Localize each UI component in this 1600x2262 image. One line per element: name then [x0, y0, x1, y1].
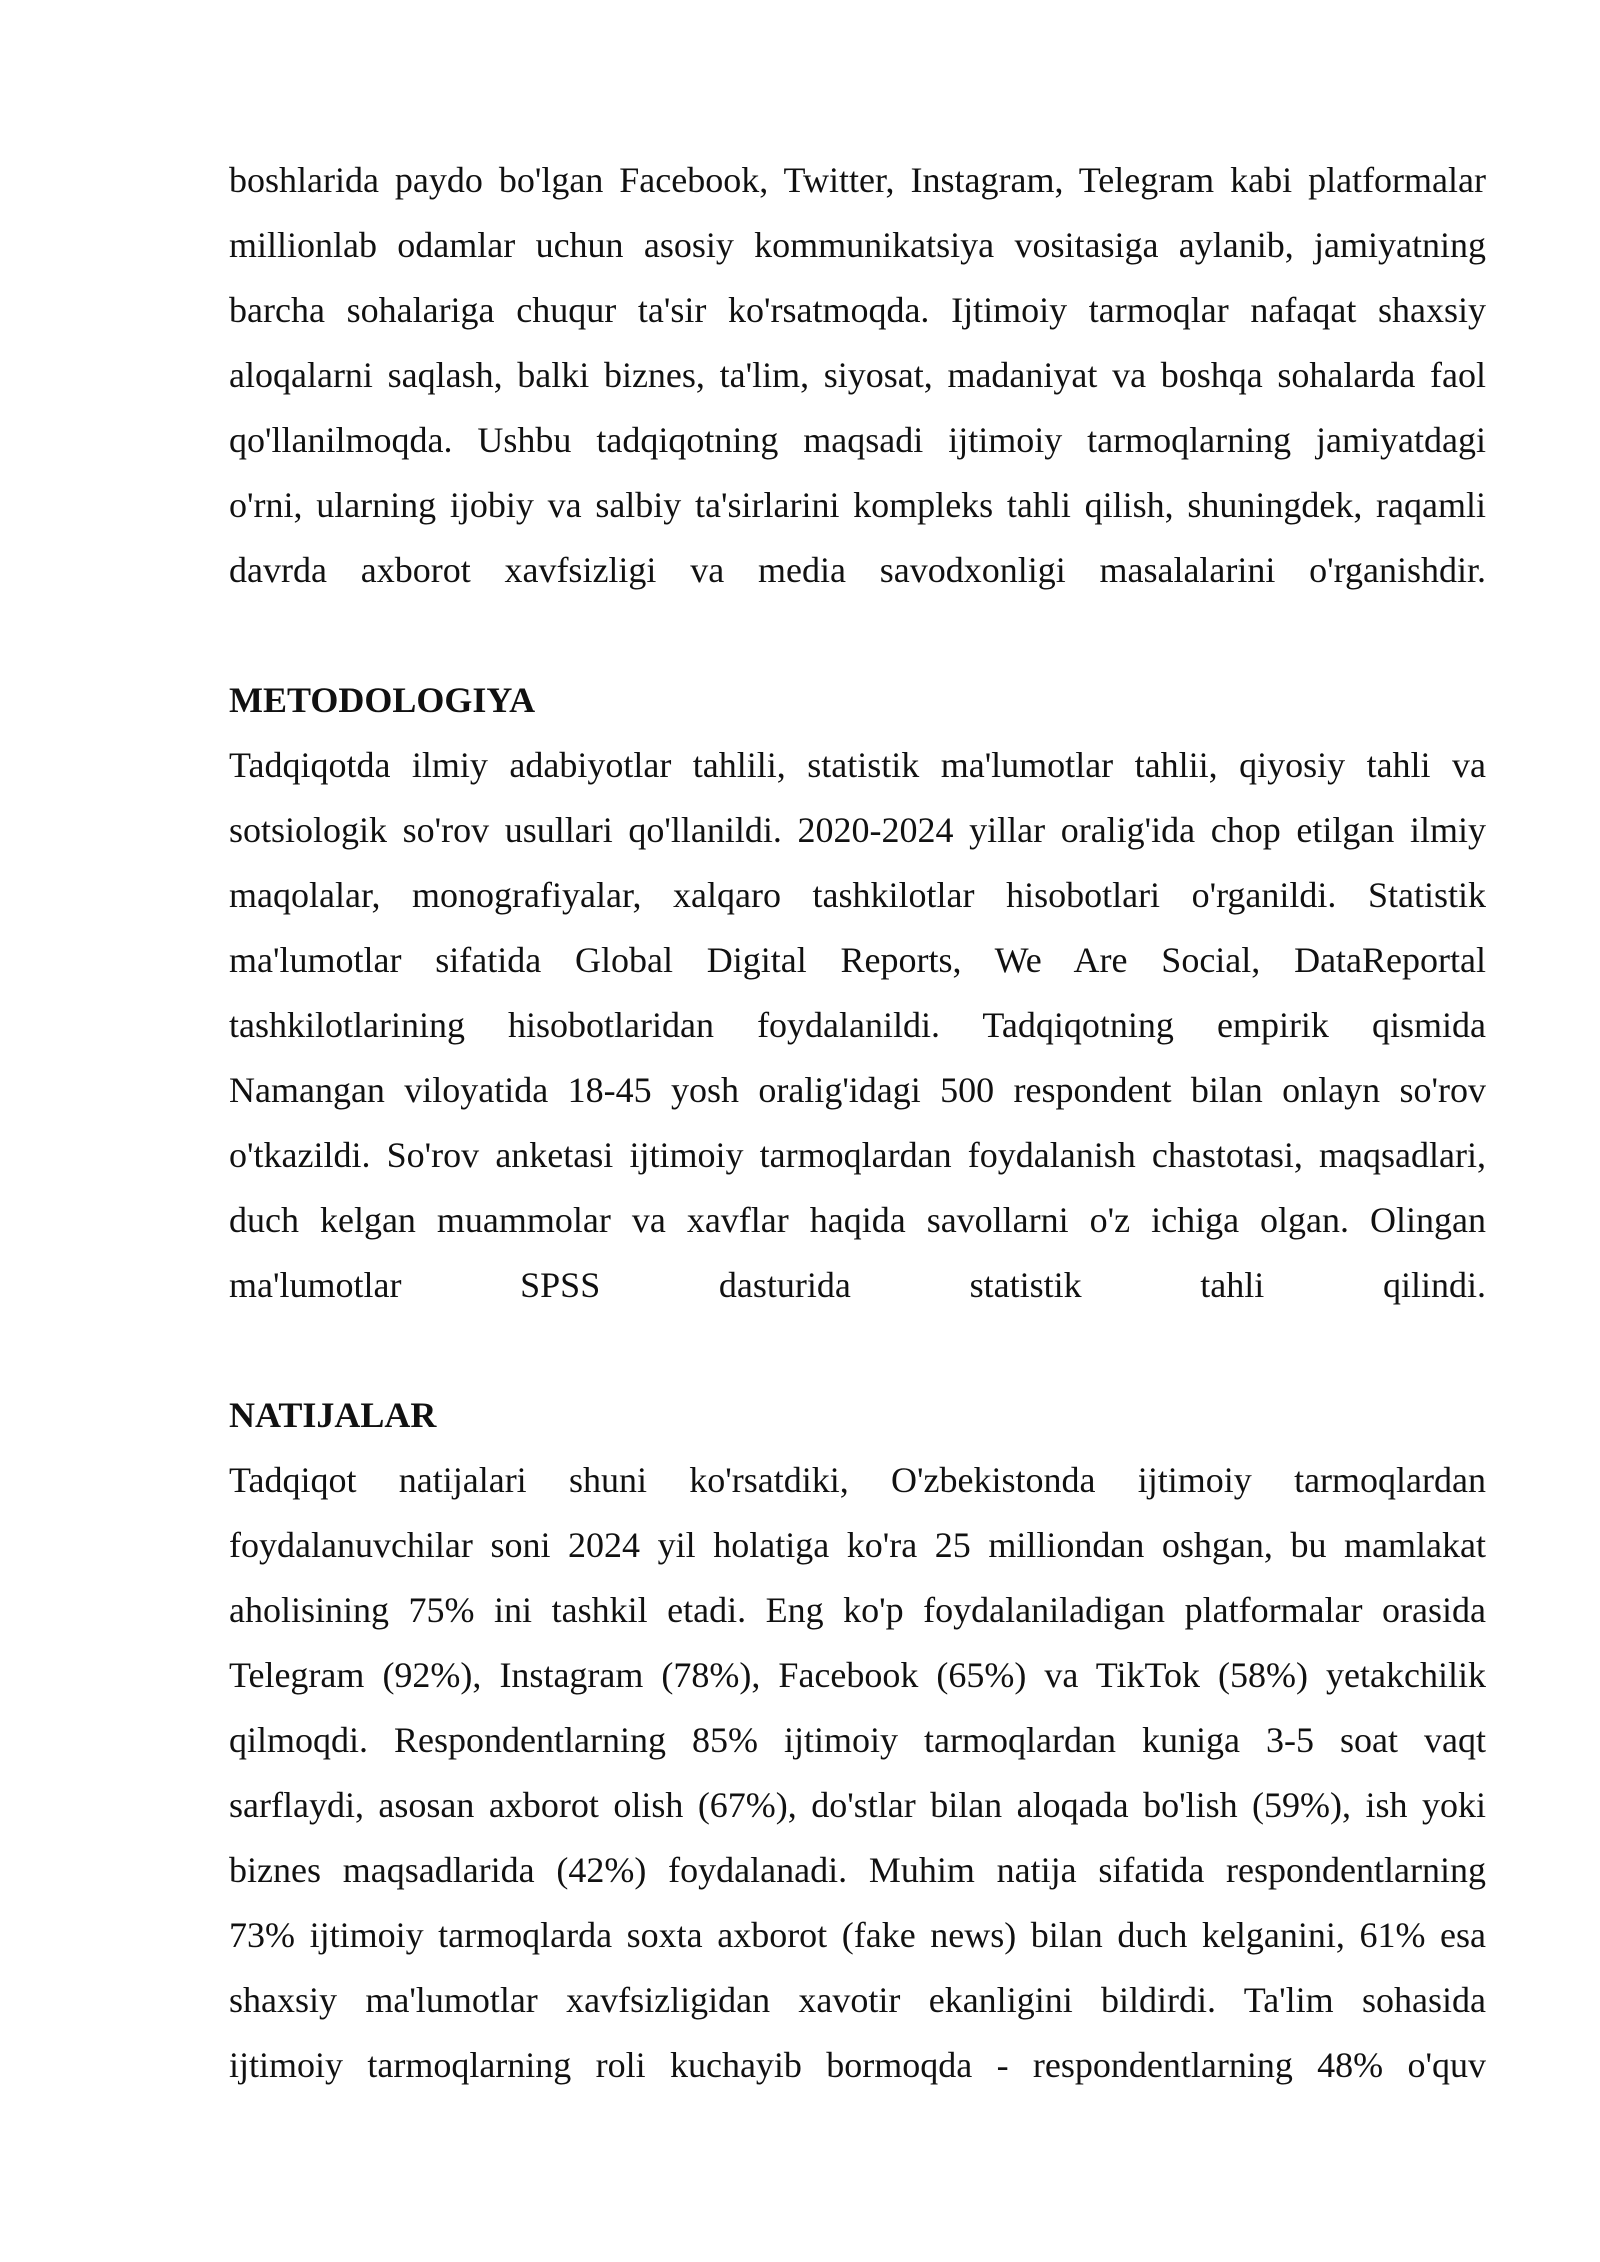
- text-line: tashkilotlarining hisobotlaridan foydalanildi. Tadqiqotning empirik qismida: [229, 1005, 1486, 1045]
- text-line: o'rni, ularning ijobiy va salbiy ta'sirlarini kompleks tahli qilish, shuningdek, raqamli: [229, 485, 1486, 525]
- text-line: Namangan viloyatida 18-45 yosh oralig'idagi 500 respondent bilan onlayn so'rov: [229, 1070, 1486, 1110]
- text-line: boshlarida paydo bo'lgan Facebook, Twitter, Instagram, Telegram kabi platformalar: [229, 160, 1486, 200]
- text-line: Telegram (92%), Instagram (78%), Facebook (65%) va TikTok (58%) yetakchilik: [229, 1655, 1486, 1695]
- document-page: [229, 148, 1486, 2098]
- text-line: Tadqiqotda ilmiy adabiyotlar tahlili, statistik ma'lumotlar tahlii, qiyosiy tahli va: [229, 745, 1486, 785]
- text-line: aloqalarni saqlash, balki biznes, ta'lim, siyosat, madaniyat va boshqa sohalarda faol: [229, 355, 1486, 395]
- text-line: ijtimoiy tarmoqlarning roli kuchayib bormoqda - respondentlarning 48% o'quv: [229, 2045, 1486, 2085]
- results-heading: NATIJALAR: [229, 1395, 437, 1435]
- text-line: qilmoqdi. Respondentlarning 85% ijtimoiy tarmoqlardan kuniga 3-5 soat vaqt: [229, 1720, 1486, 1760]
- text-line: davrda axborot xavfsizligi va media savodxonligi masalalarini o'rganishdir.: [229, 550, 1486, 590]
- paragraph-gap: [229, 1318, 1486, 1383]
- text-line: millionlab odamlar uchun asosiy kommunikatsiya vositasiga aylanib, jamiyatning: [229, 225, 1486, 265]
- paragraph-gap: [229, 603, 1486, 668]
- text-line: biznes maqsadlarida (42%) foydalanadi. Muhim natija sifatida respondentlarning: [229, 1850, 1486, 1890]
- text-line: o'tkazildi. So'rov anketasi ijtimoiy tarmoqlardan foydalanish chastotasi, maqsadlari,: [229, 1135, 1486, 1175]
- methodology-heading: METODOLOGIYA: [229, 680, 536, 720]
- methodology-paragraph: [229, 733, 1486, 1318]
- intro-paragraph: [229, 148, 1486, 603]
- text-line: 73% ijtimoiy tarmoqlarda soxta axborot (fake news) bilan duch kelganini, 61% esa: [229, 1915, 1486, 1955]
- text-line: shaxsiy ma'lumotlar xavfsizligidan xavotir ekanligini bildirdi. Ta'lim sohasida: [229, 1980, 1486, 2020]
- text-line: barcha sohalariga chuqur ta'sir ko'rsatmoqda. Ijtimoiy tarmoqlar nafaqat shaxsiy: [229, 290, 1486, 330]
- text-line: foydalanuvchilar soni 2024 yil holatiga ko'ra 25 milliondan oshgan, bu mamlakat: [229, 1525, 1486, 1565]
- results-paragraph: [229, 1448, 1486, 2098]
- text-line: duch kelgan muammolar va xavflar haqida savollarni o'z ichiga olgan. Olingan: [229, 1200, 1486, 1240]
- text-line: qo'llanilmoqda. Ushbu tadqiqotning maqsadi ijtimoiy tarmoqlarning jamiyatdagi: [229, 420, 1486, 460]
- text-line: Tadqiqot natijalari shuni ko'rsatdiki, O'zbekistonda ijtimoiy tarmoqlardan: [229, 1460, 1486, 1500]
- text-line: ma'lumotlar SPSS dasturida statistik tahli qilindi.: [229, 1265, 1486, 1305]
- text-line: sotsiologik so'rov usullari qo'llanildi. 2020-2024 yillar oralig'ida chop etilgan ilmiy: [229, 810, 1486, 850]
- text-line: maqolalar, monografiyalar, xalqaro tashkilotlar hisobotlari o'rganildi. Statistik: [229, 875, 1486, 915]
- text-line: sarflaydi, asosan axborot olish (67%), do'stlar bilan aloqada bo'lish (59%), ish yoki: [229, 1785, 1486, 1825]
- text-line: ma'lumotlar sifatida Global Digital Reports, We Are Social, DataReportal: [229, 940, 1486, 980]
- text-line: aholisining 75% ini tashkil etadi. Eng ko'p foydalaniladigan platformalar orasida: [229, 1590, 1486, 1630]
